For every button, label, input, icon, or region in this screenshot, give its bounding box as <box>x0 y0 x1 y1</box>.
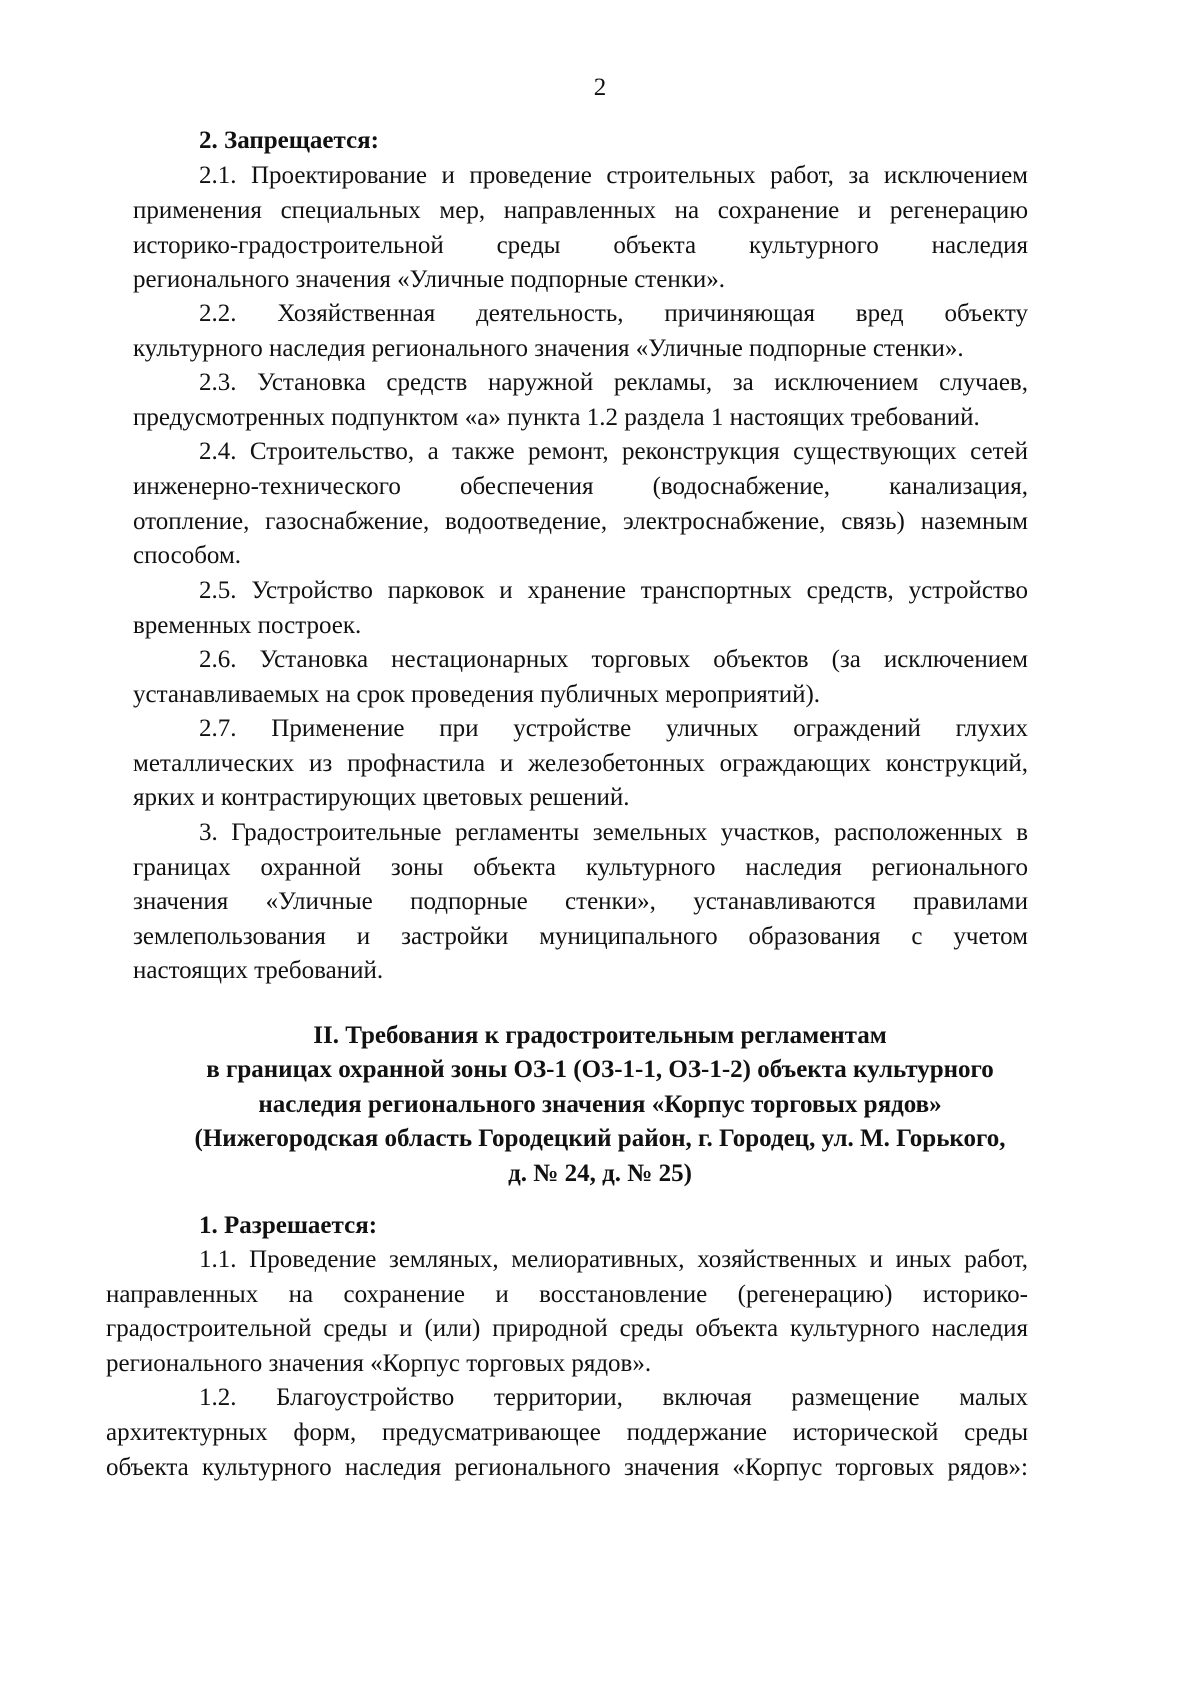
paragraph-line: регионального значения «Корпус торговых рядов». <box>106 1350 652 1377</box>
paragraph-line: 2.1. Проектирование и проведение строительных работ, за исключением <box>199 162 1028 189</box>
paragraph-line: 2.7. Применение при устройстве уличных ограждений глухих <box>199 715 1028 742</box>
page-number: 2 <box>593 74 607 101</box>
paragraph-line: 1.1. Проведение земляных, мелиоративных, хозяйственных и иных работ, <box>199 1246 1028 1273</box>
paragraph-line: историко-градостроительной среды объекта культурного наследия <box>133 232 1028 259</box>
paragraph-line: металлических из профнастила и железобетонных ограждающих конструкций, <box>133 750 1028 777</box>
paragraph-line: применения специальных мер, направленных на сохранение и регенерацию <box>133 197 1028 224</box>
paragraph-line: направленных на сохранение и восстановление (регенерацию) историко- <box>106 1281 1028 1308</box>
section-heading: 2. Запрещается: <box>199 127 380 154</box>
paragraph-line: границах охранной зоны объекта культурного наследия регионального <box>133 854 1028 881</box>
paragraph-line: архитектурных форм, предусматривающее поддержание исторической среды <box>106 1419 1028 1446</box>
paragraph-line: временных построек. <box>133 612 362 639</box>
paragraph-line: 3. Градостроительные регламенты земельных участков, расположенных в <box>199 819 1028 846</box>
paragraph-line: способом. <box>133 542 242 569</box>
paragraph-line: 2.6. Установка нестационарных торговых объектов (за исключением <box>199 646 1028 673</box>
paragraph-line: настоящих требований. <box>133 957 384 984</box>
paragraph-line: отопление, газоснабжение, водоотведение, электроснабжение, связь) наземным <box>133 508 1028 535</box>
paragraph-line: 1.2. Благоустройство территории, включая размещение малых <box>199 1384 1028 1411</box>
paragraph-line: регионального значения «Уличные подпорные стенки». <box>133 266 725 293</box>
paragraph-line: объекта культурного наследия регионального значения «Корпус торговых рядов»: <box>106 1454 1028 1481</box>
section-title-line: в границах охранной зоны ОЗ-1 (ОЗ-1-1, ОЗ-1-2) объекта культурного <box>206 1056 994 1083</box>
paragraph-line: землепользования и застройки муниципального образования с учетом <box>133 923 1028 950</box>
section-title-line: д. № 24, д. № 25) <box>508 1160 692 1187</box>
paragraph-line: 2.3. Установка средств наружной рекламы, за исключением случаев, <box>199 369 1028 396</box>
paragraph-line: 2.5. Устройство парковок и хранение транспортных средств, устройство <box>199 577 1028 604</box>
paragraph-line: 2.4. Строительство, а также ремонт, реконструкция существующих сетей <box>199 438 1028 465</box>
paragraph-line: градостроительной среды и (или) природной среды объекта культурного наследия <box>106 1315 1028 1342</box>
paragraph-line: культурного наследия регионального значения «Уличные подпорные стенки». <box>133 335 964 362</box>
paragraph-line: ярких и контрастирующих цветовых решений. <box>133 784 630 811</box>
paragraph-line: устанавливаемых на срок проведения публичных мероприятий). <box>133 681 821 708</box>
paragraph-line: 2.2. Хозяйственная деятельность, причиняющая вред объекту <box>199 300 1028 327</box>
paragraph-line: значения «Уличные подпорные стенки», устанавливаются правилами <box>133 888 1028 915</box>
section-title-line: (Нижегородская область Городецкий район, г. Городец, ул. М. Горького, <box>194 1125 1006 1152</box>
section-title-line: II. Требования к градостроительным регламентам <box>313 1022 887 1049</box>
section-heading: 1. Разрешается: <box>199 1212 378 1239</box>
paragraph-line: предусмотренных подпунктом «а» пункта 1.2 раздела 1 настоящих требований. <box>133 404 980 431</box>
paragraph-line: инженерно-технического обеспечения (водоснабжение, канализация, <box>133 473 1028 500</box>
section-title-line: наследия регионального значения «Корпус торговых рядов» <box>258 1091 942 1118</box>
